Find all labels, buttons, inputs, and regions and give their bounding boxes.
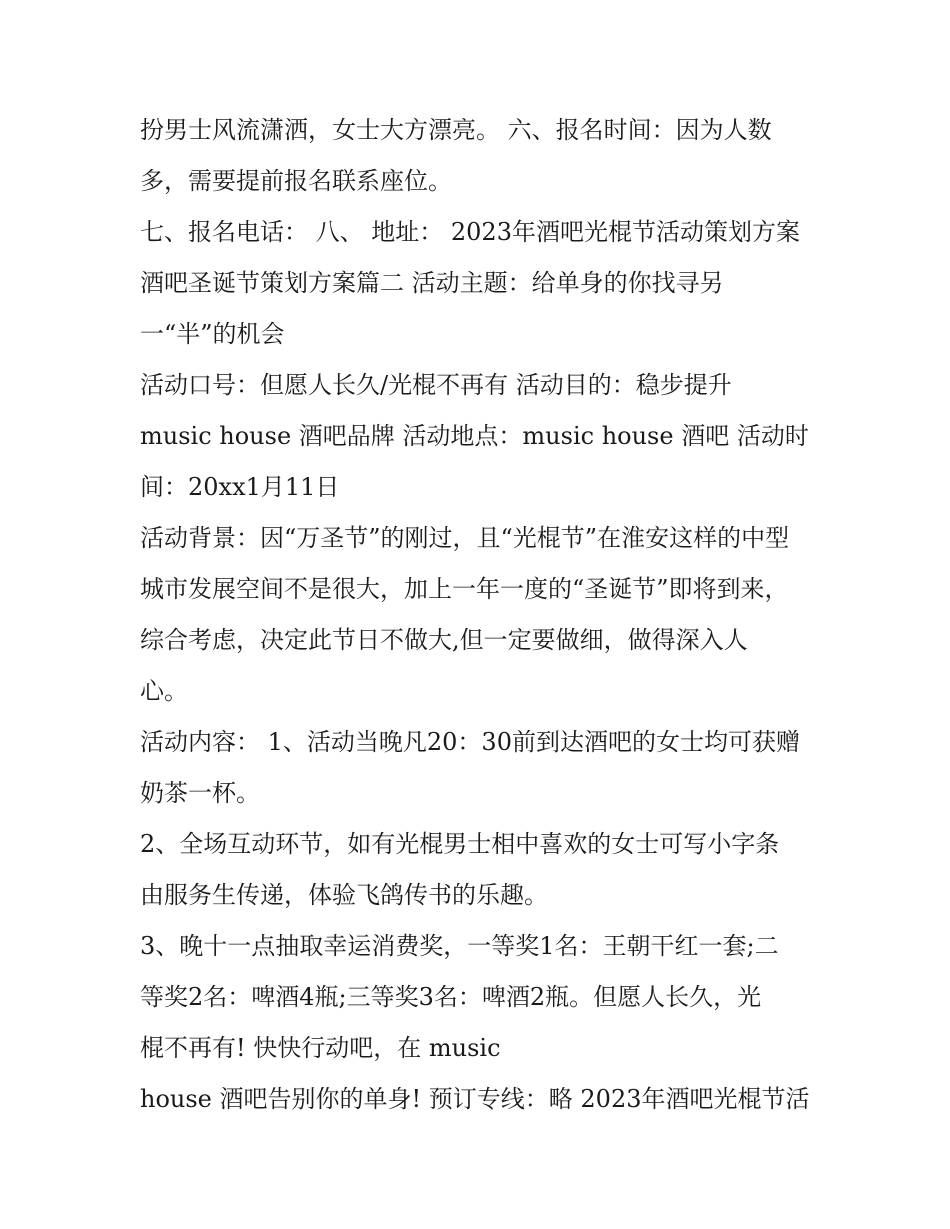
text-line: 由服务生传递，体验飞鸽传书的乐趣。 — [140, 881, 548, 909]
text-line: 奶茶一杯。 — [140, 779, 260, 807]
text-line: music house 酒吧品牌 活动地点：music house 酒吧 活动时 — [140, 422, 809, 450]
text-line: 2、全场互动环节，如有光棍男士相中喜欢的女士可写小字条 — [140, 830, 780, 858]
text-line: 城市发展空间不是很大，加上一年一度的“圣诞节”即将到来， — [140, 575, 789, 603]
text-line: 多，需要提前报名联系座位。 — [140, 167, 452, 195]
text-line: 3、晚十一点抽取幸运消费奖，一等奖1名：王朝干红一套;二 — [140, 932, 779, 960]
text-line: 活动内容： 1、活动当晚凡20：30前到达酒吧的女士均可获赠 — [140, 728, 800, 756]
text-line: 一“半”的机会 — [140, 320, 285, 348]
text-line: house 酒吧告别你的单身! 预订专线：略 2023年酒吧光棍节活 — [140, 1085, 810, 1113]
text-line: 综合考虑，决定此节日不做大,但一定要做细，做得深入人 — [140, 626, 748, 654]
text-line: 心。 — [140, 677, 188, 705]
text-line: 活动口号：但愿人长久/光棍不再有 活动目的：稳步提升 — [140, 371, 732, 399]
text-line: 棍不再有! 快快行动吧，在 music — [140, 1034, 501, 1062]
text-line: 酒吧圣诞节策划方案篇二 活动主题：给单身的你找寻另 — [140, 269, 724, 297]
document-body — [140, 105, 830, 1125]
text-line: 七、报名电话： 八、 地址： 2023年酒吧光棍节活动策划方案 — [140, 218, 800, 246]
text-line: 间：20xx1月11日 — [140, 473, 340, 501]
text-line: 等奖2名：啤酒4瓶;三等奖3名：啤酒2瓶。但愿人长久，光 — [140, 983, 762, 1011]
text-line: 扮男士风流潇洒，女士大方漂亮。 六、报名时间：因为人数 — [140, 116, 772, 144]
text-line: 活动背景：因“万圣节”的刚过，且“光棍节”在淮安这样的中型 — [140, 524, 790, 552]
